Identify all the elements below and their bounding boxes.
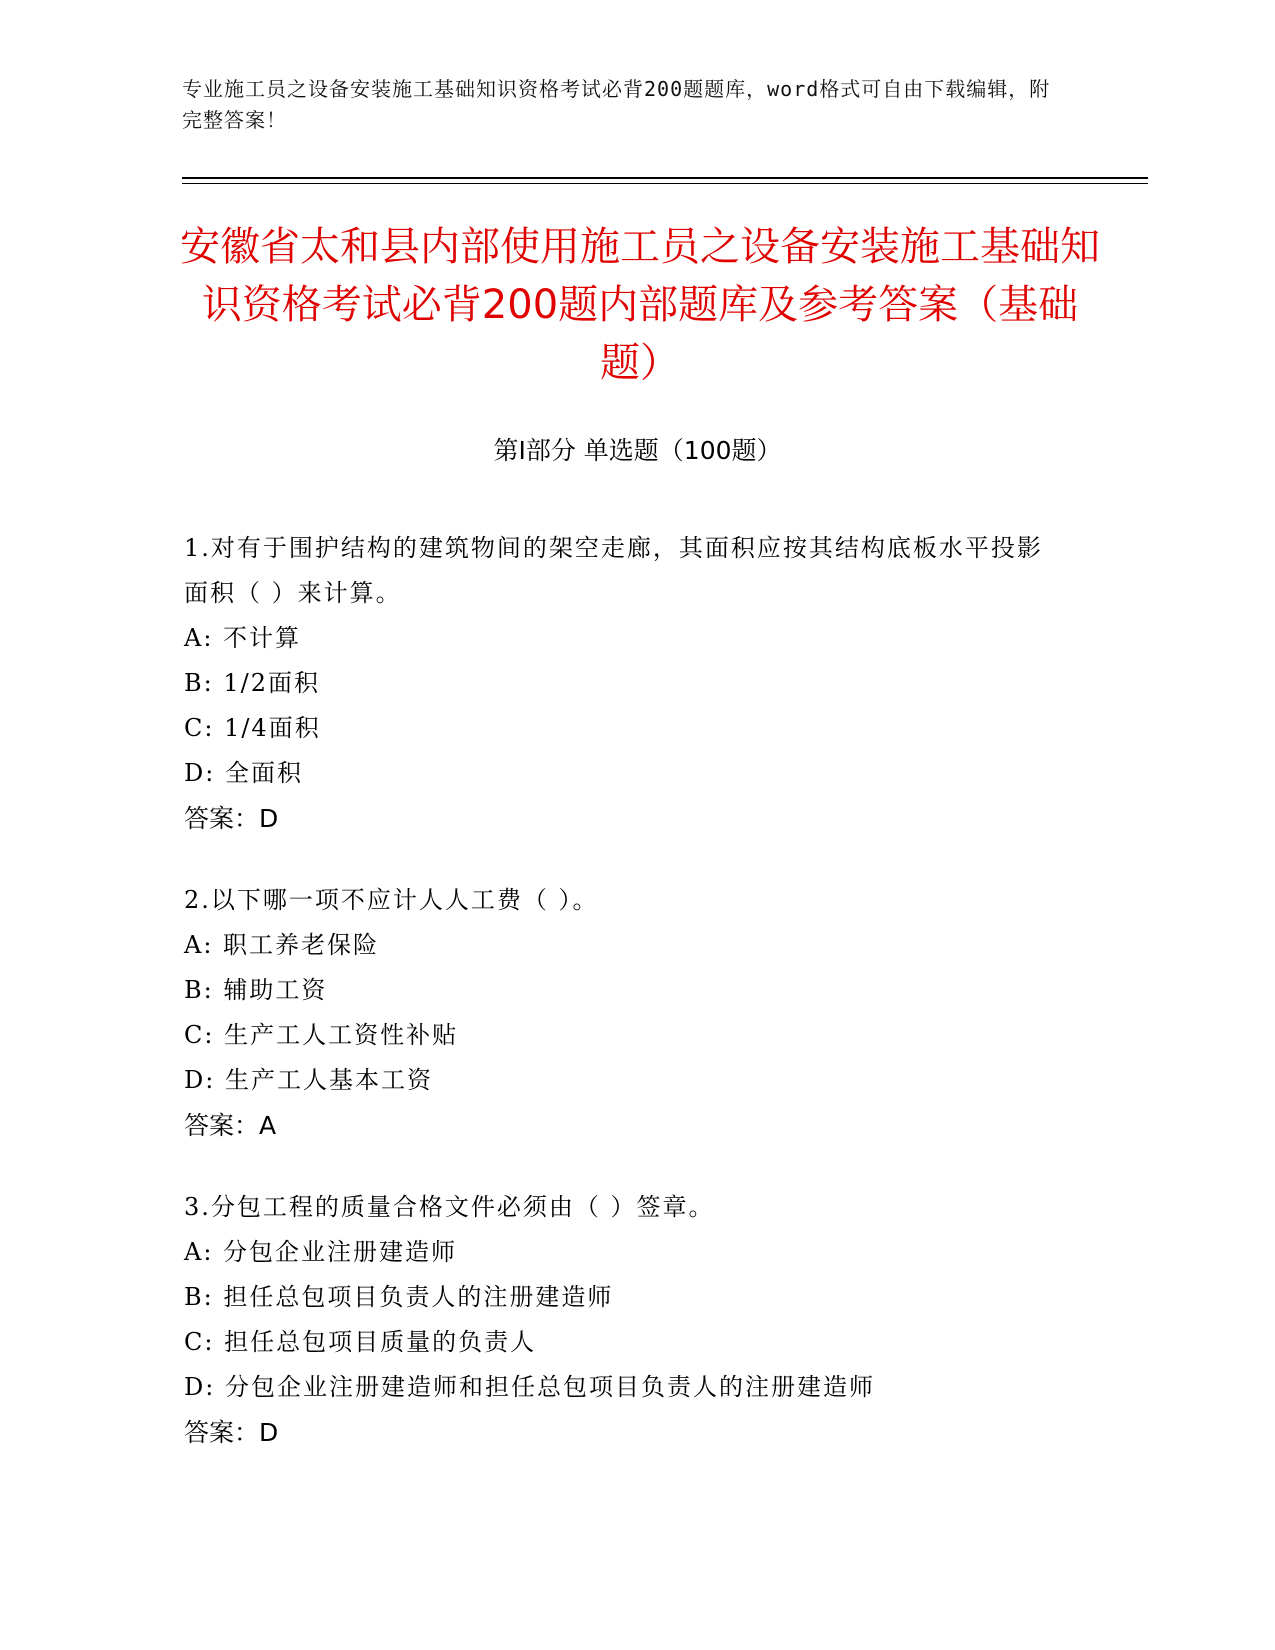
question-3 [184,1185,1064,1455]
question-list [184,526,1064,1492]
question-1 [184,526,1064,841]
question-text: 3.分包工程的质量合格文件必须由（ ）签章。 [184,1193,715,1221]
option-d: D: 全面积 [184,759,303,787]
option-d: D: 生产工人基本工资 [184,1066,433,1094]
option-a: A: 分包企业注册建造师 [184,1238,458,1266]
answer-line: 答案：D [184,1418,279,1447]
answer-line: 答案：D [184,804,279,833]
option-c: C: 担任总包项目质量的负责人 [184,1328,537,1356]
question-2 [184,878,1064,1148]
header-note: 专业施工员之设备安装施工基础知识资格考试必背200题题库，word格式可自由下载编辑，附完整答案！ [182,77,1051,132]
question-text: 2.以下哪一项不应计人人工费（ ）。 [184,886,599,914]
option-b: B: 1/2面积 [184,669,320,697]
option-b: B: 辅助工资 [184,976,328,1004]
header-rule-thick [182,177,1148,179]
answer-line: 答案：A [184,1111,277,1140]
header-rule-thin [182,183,1148,184]
option-a: A: 职工养老保险 [184,931,380,959]
option-c: C: 生产工人工资性补贴 [184,1021,459,1049]
option-c: C: 1/4面积 [184,714,321,742]
document-title: 安徽省太和县内部使用施工员之设备安装施工基础知识资格考试必背200题内部题库及参考答案（基础题） [180,224,1100,386]
option-a: A: 不计算 [184,624,302,652]
option-d: D: 分包企业注册建造师和担任总包项目负责人的注册建造师 [184,1373,875,1401]
question-text: 1.对有于围护结构的建筑物间的架空走廊，其面积应按其结构底板水平投影面积（ ）来计算。 [184,534,1043,607]
section-heading: 第Ⅰ部分 单选题（100题） [493,436,782,465]
option-b: B: 担任总包项目负责人的注册建造师 [184,1283,614,1311]
